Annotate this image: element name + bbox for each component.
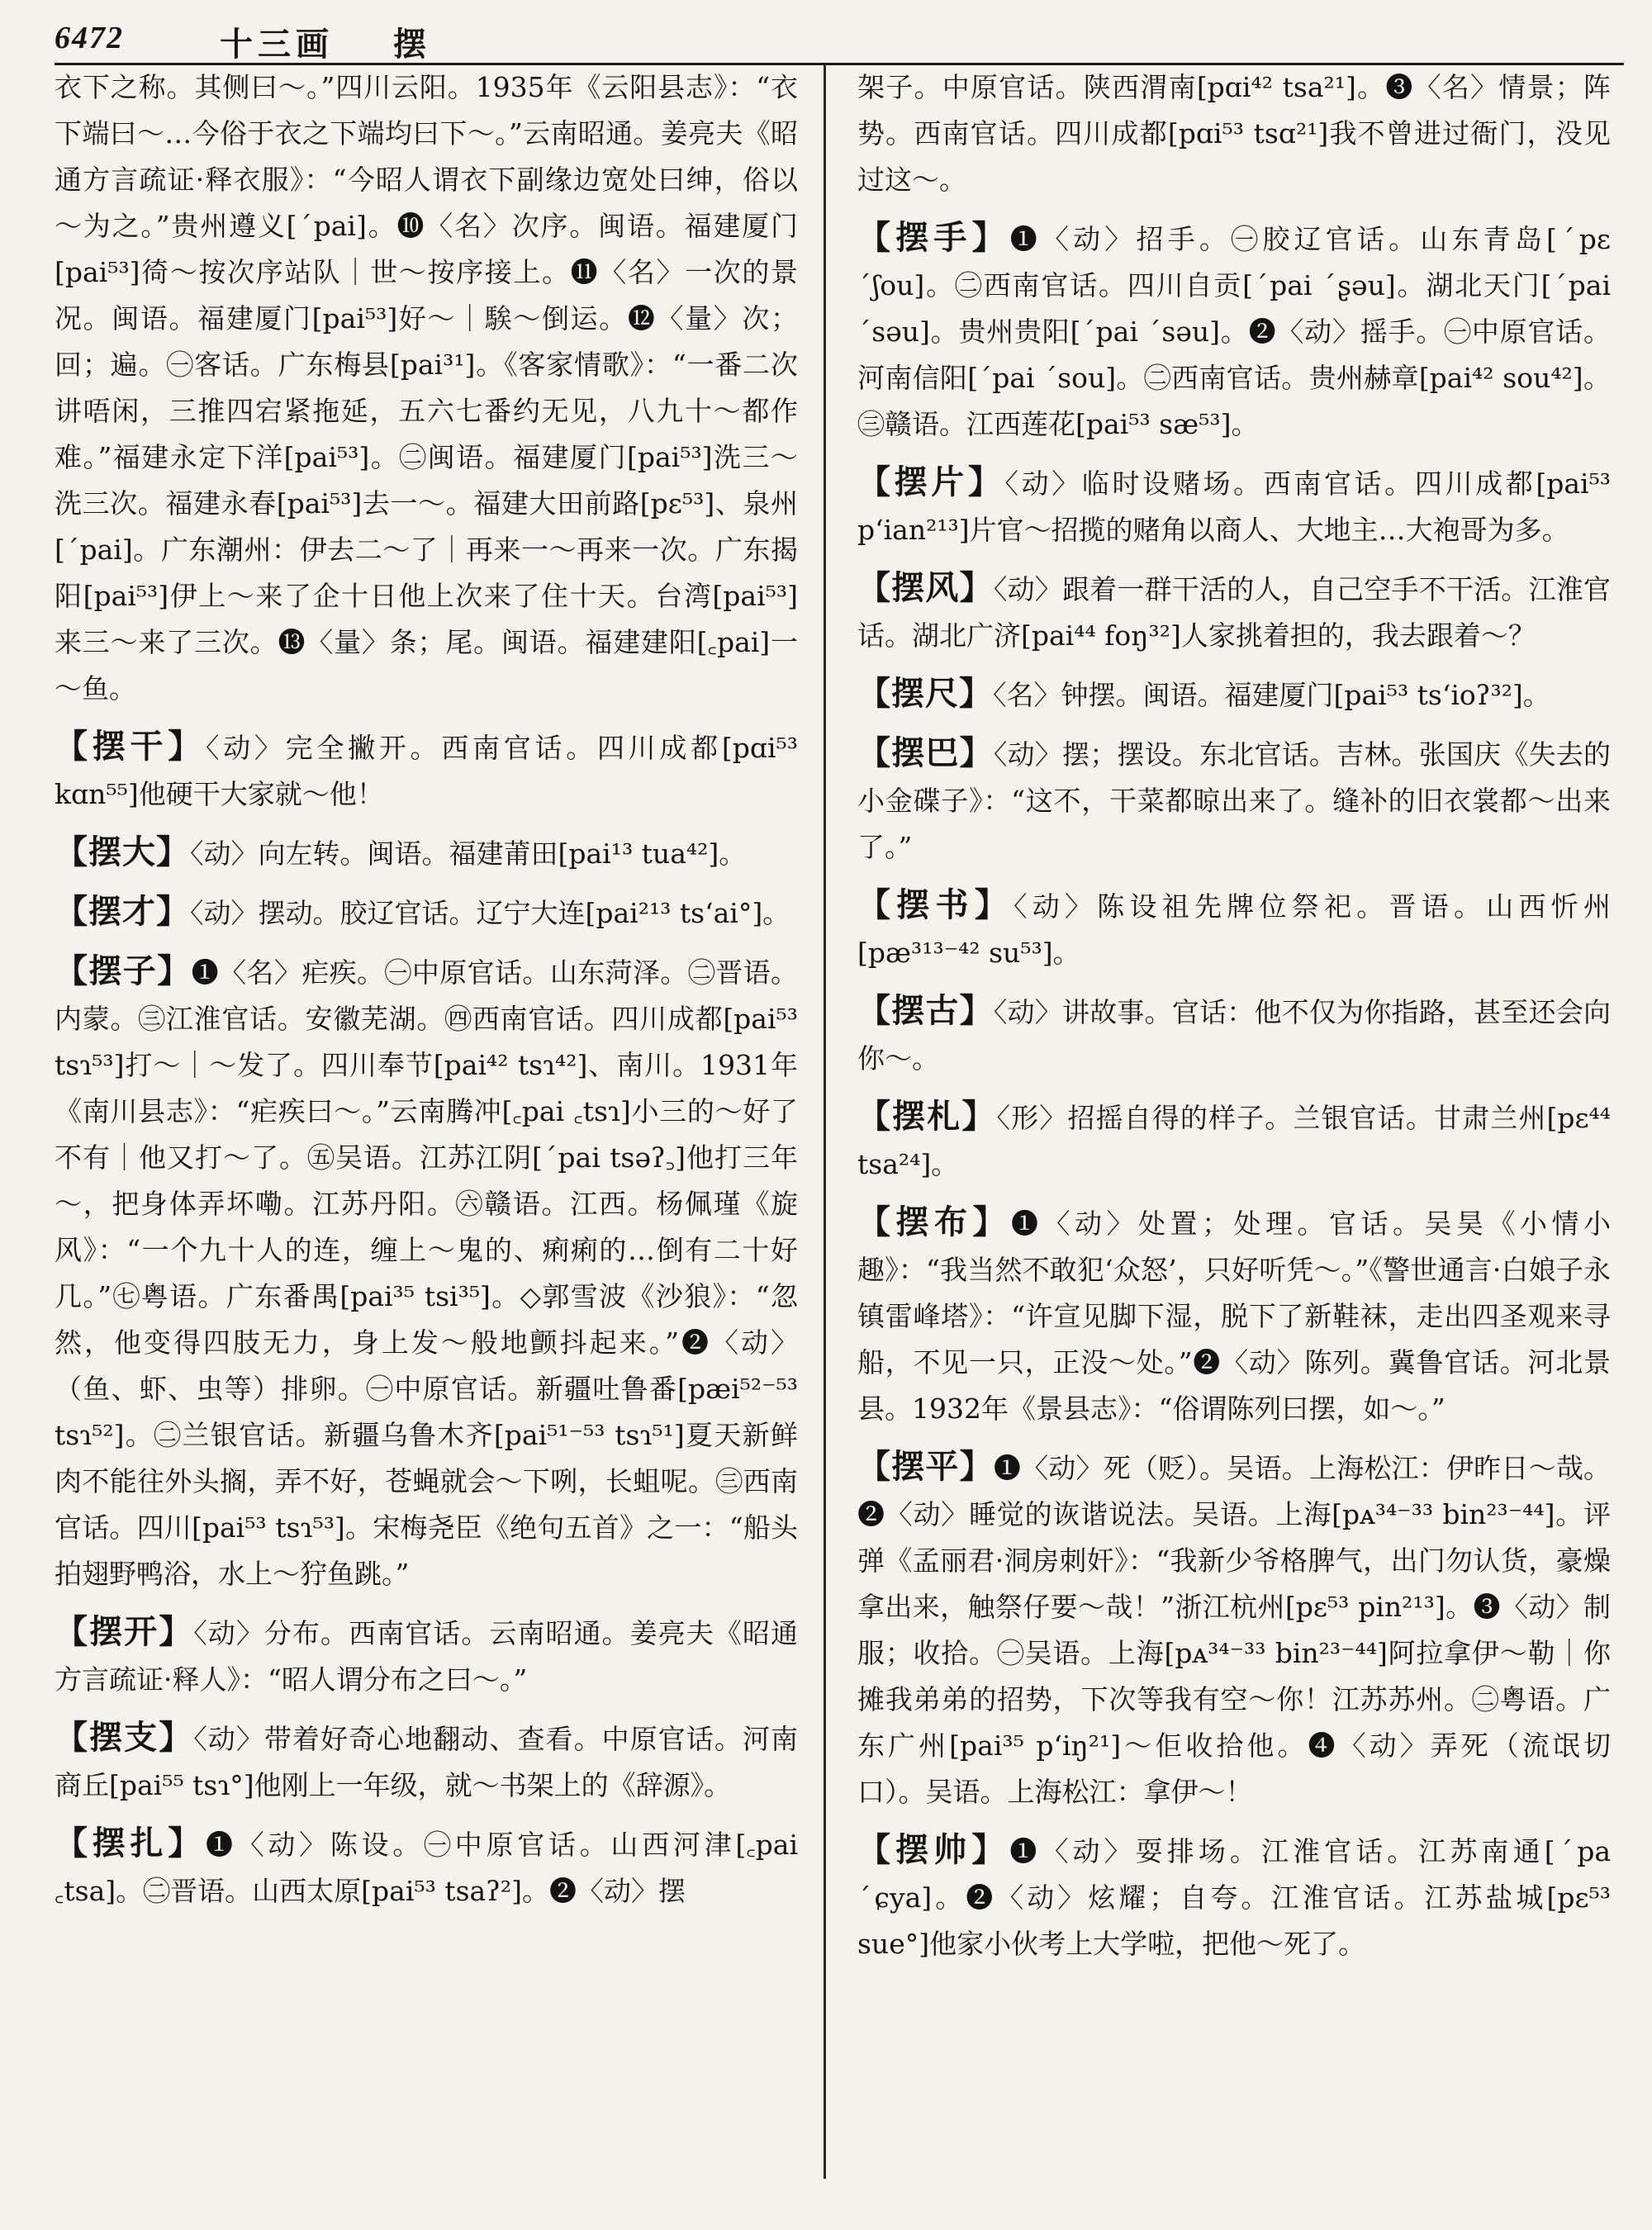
- dictionary-entry: [55, 64, 798, 712]
- entry-definition: ❶〈名〉疟疾。㊀中原官话。山东菏泽。㊁晋语。内蒙。㊂江淮官话。安徽芜湖。㊃西南官话。四川成都[pai⁵³ tsɿ⁵³]打～｜～发了。四川奉节[pai⁴² tsɿ⁴²]、南川。1931年《南川县志》：“疟疾曰～。”云南腾冲[꜀pai ꜀tsɿ]小三的～好了不有｜他又打～了。㊄吴语。江苏江阴[ˊpai tsəʔ꜆]他打三年～，把身体弄坏嘞。江苏丹阳。㊅赣语。江西。杨佩瑾《旋风》：“一个九十人的连，缠上～鬼的、痢痢的…倒有二十好几。”㊆粤语。广东番禺[pai³⁵ tsi³⁵]。◇郭雪波《沙狼》：“忽然，他变得四肢无力，身上发～般地颤抖起来。”❷〈动〉（鱼、虾、虫等）排卵。㊀中原官话。新疆吐鲁番[pæi⁵²⁻⁵³ tsɿ⁵²]。㊁兰银官话。新疆乌鲁木齐[pai⁵¹⁻⁵³ tsɿ⁵¹]夏天新鲜肉不能往外头搁，弄不好，苍蝇就会～下咧，长蛆呢。㊂西南官话。四川[pai⁵³ tsɿ⁵³]。宋梅尧臣《绝句五首》之一：“船头拍翅野鸭浴，水上～狞鱼跳。”: [55, 956, 798, 1590]
- entry-headword: 【摆片】: [857, 463, 1005, 501]
- dictionary-entry: [55, 1609, 798, 1703]
- header-character: 摆: [393, 25, 426, 64]
- dictionary-entry: [857, 459, 1611, 553]
- entry-headword: 【摆才】: [55, 892, 190, 931]
- entry-definition: ❶〈动〉陈设。㊀中原官话。山西河津[꜀pai ꜀tsa]。㊁晋语。山西太原[pai⁵³ tsaʔ²]。❷〈动〉摆: [55, 1829, 798, 1907]
- dictionary-entry: [55, 1715, 798, 1809]
- entry-definition: 〈动〉向左转。闽语。福建莆田[pai¹³ tua⁴²]。: [190, 837, 747, 870]
- entry-definition: 〈动〉分布。西南官话。云南昭通。姜亮夫《昭通方言疏证·释人》：“昭人谓分布之曰～。”: [55, 1617, 798, 1696]
- left-column: [55, 64, 798, 2197]
- dictionary-entry: [857, 730, 1611, 871]
- dictionary-entry: [55, 1820, 798, 1914]
- entry-definition: ❶〈动〉死（贬）。吴语。上海松江：伊昨日～哉。❷〈动〉睡觉的诙谐说法。吴语。上海[pᴀ³⁴⁻³³ bin²³⁻⁴⁴]。评弹《孟丽君·洞房刺奸》：“我新少爷格脾气，出门勿认货，豪燥拿出来，触祭仔要～哉！”浙江杭州[pɛ⁵³ pin²¹³]。❸〈动〉制服；收拾。㊀吴语。上海[pᴀ³⁴⁻³³ bin²³⁻⁴⁴]阿拉拿伊～勒｜你摊我弟弟的招势，下次等我有空～你！江苏苏州。㊁粤语。广东广州[pai³⁵ pʻiŋ²¹]～佢收拾他。❹〈动〉弄死（流氓切口）。吴语。上海松江：拿伊～！: [857, 1452, 1611, 1808]
- dictionary-entry: [55, 889, 798, 937]
- entry-definition: 〈名〉钟摆。闽语。福建厦门[pai⁵³ tsʻioʔ³²]。: [993, 679, 1550, 711]
- entry-definition: 〈动〉跟着一群干活的人，自己空手不干活。江淮官话。湖北广济[pai⁴⁴ foŋ³²]人家挑着担的，我去跟着～？: [857, 573, 1611, 652]
- entry-headword: 【摆手】: [857, 218, 1010, 257]
- entry-definition: 〈动〉摆；摆设。东北官话。吉林。张国庆《失去的小金碟子》：“这不，干菜都晾出来了。缝补的旧衣裳都～出来了。”: [857, 738, 1611, 863]
- entry-definition: ❶〈动〉耍排场。江淮官话。江苏南通[ˊpa ˊɕya]。❷〈动〉炫耀；自夸。江淮官话。江苏盐城[pɛ⁵³ sue°]他家小伙考上大学啦，把他～死了。: [857, 1835, 1611, 1960]
- dictionary-entry: [857, 1094, 1611, 1188]
- entry-headword: 【摆札】: [857, 1097, 997, 1136]
- entry-definition: ❶〈动〉招手。㊀胶辽官话。山东青岛[ˊpɛ ˊʃou]。㊁西南官话。四川自贡[ˊpai ˊʂəu]。湖北天门[ˊpai ˊsəu]。贵州贵阳[ˊpai ˊsəu]。❷〈动〉摇手。㊀中原官话。河南信阳[ˊpai ˊsou]。㊁西南官话。贵州赫章[pai⁴² sou⁴²]。㊂赣语。江西莲花[pai⁵³ sæ⁵³]。: [857, 223, 1611, 440]
- right-column: [857, 64, 1611, 2197]
- entry-headword: 【摆干】: [55, 727, 206, 766]
- entry-definition: 〈动〉陈设祖先牌位祭祀。晋语。山西忻州[pæ³¹³⁻⁴² su⁵³]。: [857, 890, 1611, 969]
- dictionary-entry: [857, 882, 1611, 976]
- dictionary-entry: [857, 671, 1611, 719]
- dictionary-entry: [55, 829, 798, 877]
- dictionary-entry: [857, 1444, 1611, 1815]
- entry-definition: 〈动〉讲故事。官话：他不仅为你指路，甚至还会向你～。: [857, 996, 1611, 1075]
- entry-definition: 〈动〉完全撇开。西南官话。四川成都[pɑi⁵³ kɑn⁵⁵]他硬干大家就～他！: [55, 732, 798, 810]
- entry-headword: 【摆布】: [857, 1203, 1011, 1241]
- entry-headword: 【摆平】: [857, 1447, 994, 1486]
- section-title: 十三画: [220, 25, 334, 64]
- dictionary-entry: [857, 1199, 1611, 1432]
- entry-definition: 〈形〉招摇自得的样子。兰银官话。甘肃兰州[pɛ⁴⁴ tsa²⁴]。: [857, 1102, 1611, 1180]
- entry-headword: 【摆扎】: [55, 1824, 206, 1862]
- dictionary-entry: [55, 724, 798, 818]
- entry-headword: 【摆风】: [857, 568, 994, 607]
- dictionary-entry: [857, 215, 1611, 448]
- entry-headword: 【摆开】: [55, 1612, 194, 1651]
- entry-definition: 〈动〉摆动。胶辽官话。辽宁大连[pai²¹³ tsʻai°]。: [190, 897, 790, 929]
- entry-definition: 〈动〉带着好奇心地翻动、查看。中原官话。河南商丘[pai⁵⁵ tsɿ°]他刚上一年级，就～书架上的《辞源》。: [55, 1723, 798, 1801]
- entry-headword: 【摆子】: [55, 951, 192, 990]
- entry-definition: 〈动〉临时设赌场。西南官话。四川成都[pai⁵³ pʻian²¹³]片官～招揽的赌角以商人、大地主…大袍哥为多。: [857, 467, 1611, 546]
- entry-headword: 【摆支】: [55, 1718, 194, 1757]
- entry-definition: 架子。中原官话。陕西渭南[pɑi⁴² tsa²¹]。❸〈名〉情景；阵势。西南官话。四川成都[pɑi⁵³ tsɑ²¹]我不曾进过衙门，没见过这～。: [857, 71, 1611, 196]
- dictionary-entry: [857, 1827, 1611, 1967]
- page-header: [55, 15, 1624, 65]
- page-number: 6472: [55, 21, 124, 55]
- entry-headword: 【摆书】: [857, 885, 1014, 924]
- dictionary-entry: [857, 565, 1611, 659]
- column-divider: [824, 64, 826, 2179]
- entry-definition: 衣下之称。其侧曰～。”四川云阳。1935年《云阳县志》：“衣下端曰～…今俗于衣之下端均曰下～。”云南昭通。姜亮夫《昭通方言疏证·释衣服》：“今昭人谓衣下副缘边宽处曰绅，俗以～为之。”贵州遵义[ˊpai]。❿〈名〉次序。闽语。福建厦门[pai⁵³]徛～按次序站队｜世～按序接上。⓫〈名〉一次的景况。闽语。福建厦门[pai⁵³]好～｜騃～倒运。⓬〈量〉次；回；遍。㊀客话。广东梅县[pai³¹]。《客家情歌》：“一番二次讲唔闲，三推四宕紧拖延，五六七番约无见，八九十～都作难。”福建永定下洋[pai⁵³]。㊁闽语。福建厦门[pai⁵³]洗三～洗三次。福建永春[pai⁵³]去一～。福建大田前路[pɛ⁵³]、泉州[ˊpai]。广东潮州：伊去二～了｜再来一～再来一次。广东揭阳[pai⁵³]伊上～来了企十日他上次来了住十天。台湾[pai⁵³]来三～来了三次。⓭〈量〉条；尾。闽语。福建建阳[꜀pai]一～鱼。: [55, 71, 798, 705]
- dictionary-entry: [857, 64, 1611, 203]
- entry-headword: 【摆帅】: [857, 1830, 1010, 1869]
- entry-definition: ❶〈动〉处置；处理。官话。吴昊《小情小趣》：“我当然不敢犯‘众怒’，只好听凭～。”《警世通言·白娘子永镇雷峰塔》：“许宣见脚下湿，脱下了新鞋袜，走出四圣观来寻船，不见一只，正没～处。”❷〈动〉陈列。冀鲁官话。河北景县。1932年《景县志》：“俗谓陈列曰摆，如～。”: [857, 1208, 1611, 1425]
- dictionary-entry: [857, 988, 1611, 1082]
- entry-headword: 【摆巴】: [857, 733, 994, 772]
- dictionary-entry: [55, 948, 798, 1597]
- entry-headword: 【摆尺】: [857, 674, 993, 713]
- entry-headword: 【摆古】: [857, 991, 994, 1030]
- entry-headword: 【摆大】: [55, 833, 190, 871]
